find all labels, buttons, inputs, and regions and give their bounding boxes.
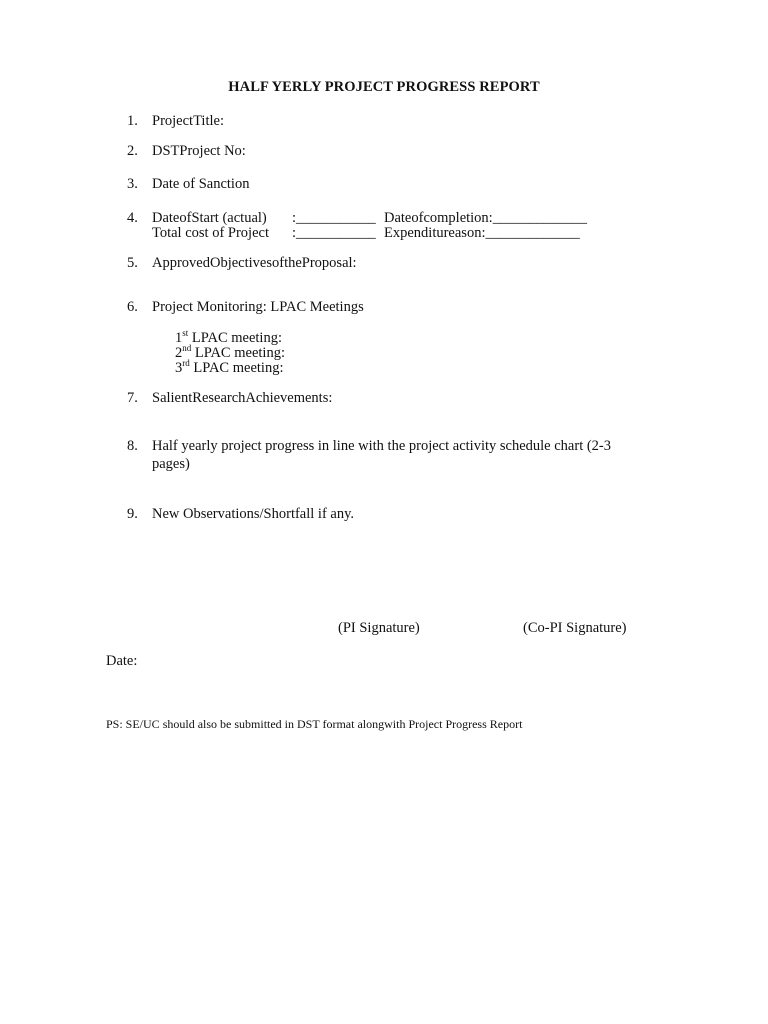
item-text: Project Monitoring: LPAC Meetings (152, 299, 364, 315)
item-number: 4. (127, 210, 138, 226)
ordinal-number: 3 (175, 360, 183, 376)
item-number: 5. (127, 255, 138, 271)
item-text: New Observations/Shortfall if any. (152, 506, 355, 522)
lpac-label: LPAC meeting: (194, 345, 285, 361)
start-date-field: :___________ (292, 210, 376, 226)
item-text: ApprovedObjectivesoftheProposal: (152, 255, 357, 271)
item-number: 6. (127, 299, 138, 315)
lpac-label: LPAC meeting: (193, 360, 284, 376)
item-number: 8. (127, 438, 138, 454)
ordinal-number: 2 (175, 345, 183, 361)
total-cost-label: Total cost of Project (152, 225, 269, 241)
item-text: DSTProject No: (152, 143, 246, 159)
ordinal-number: 1 (175, 330, 183, 346)
lpac-meeting-3 (175, 360, 283, 377)
item-text: Half yearly project progress in line with the project activity schedule chart (2-3 pages) (152, 438, 612, 472)
completion-date-field: Dateofcompletion:_____________ (384, 210, 587, 226)
ordinal-suffix: rd (182, 358, 190, 368)
ps-note: PS: SE/UC should also be submitted in DST format alongwith Project Progress Report (106, 717, 523, 731)
item-number: 2. (127, 143, 138, 159)
lpac-label: LPAC meeting: (191, 330, 282, 346)
item-number: 3. (127, 176, 138, 192)
pi-signature-label: (PI Signature) (338, 620, 420, 636)
copi-signature-label: (Co-PI Signature) (523, 620, 627, 636)
date-label: Date: (106, 653, 138, 669)
item-text: Date of Sanction (152, 176, 250, 192)
item-number: 9. (127, 506, 138, 522)
item-number: 7. (127, 390, 138, 406)
total-cost-field: :___________ (292, 225, 376, 241)
ordinal-suffix: st (182, 328, 189, 338)
ordinal-suffix: nd (182, 343, 192, 353)
item-number: 1. (127, 113, 138, 129)
report-title: HALF YERLY PROJECT PROGRESS REPORT (228, 79, 540, 95)
item-text: SalientResearchAchievements: (152, 390, 333, 406)
start-date-label: DateofStart (actual) (152, 210, 267, 226)
item-text: ProjectTitle: (152, 113, 224, 129)
expenditure-field: Expenditureason:_____________ (384, 225, 580, 241)
